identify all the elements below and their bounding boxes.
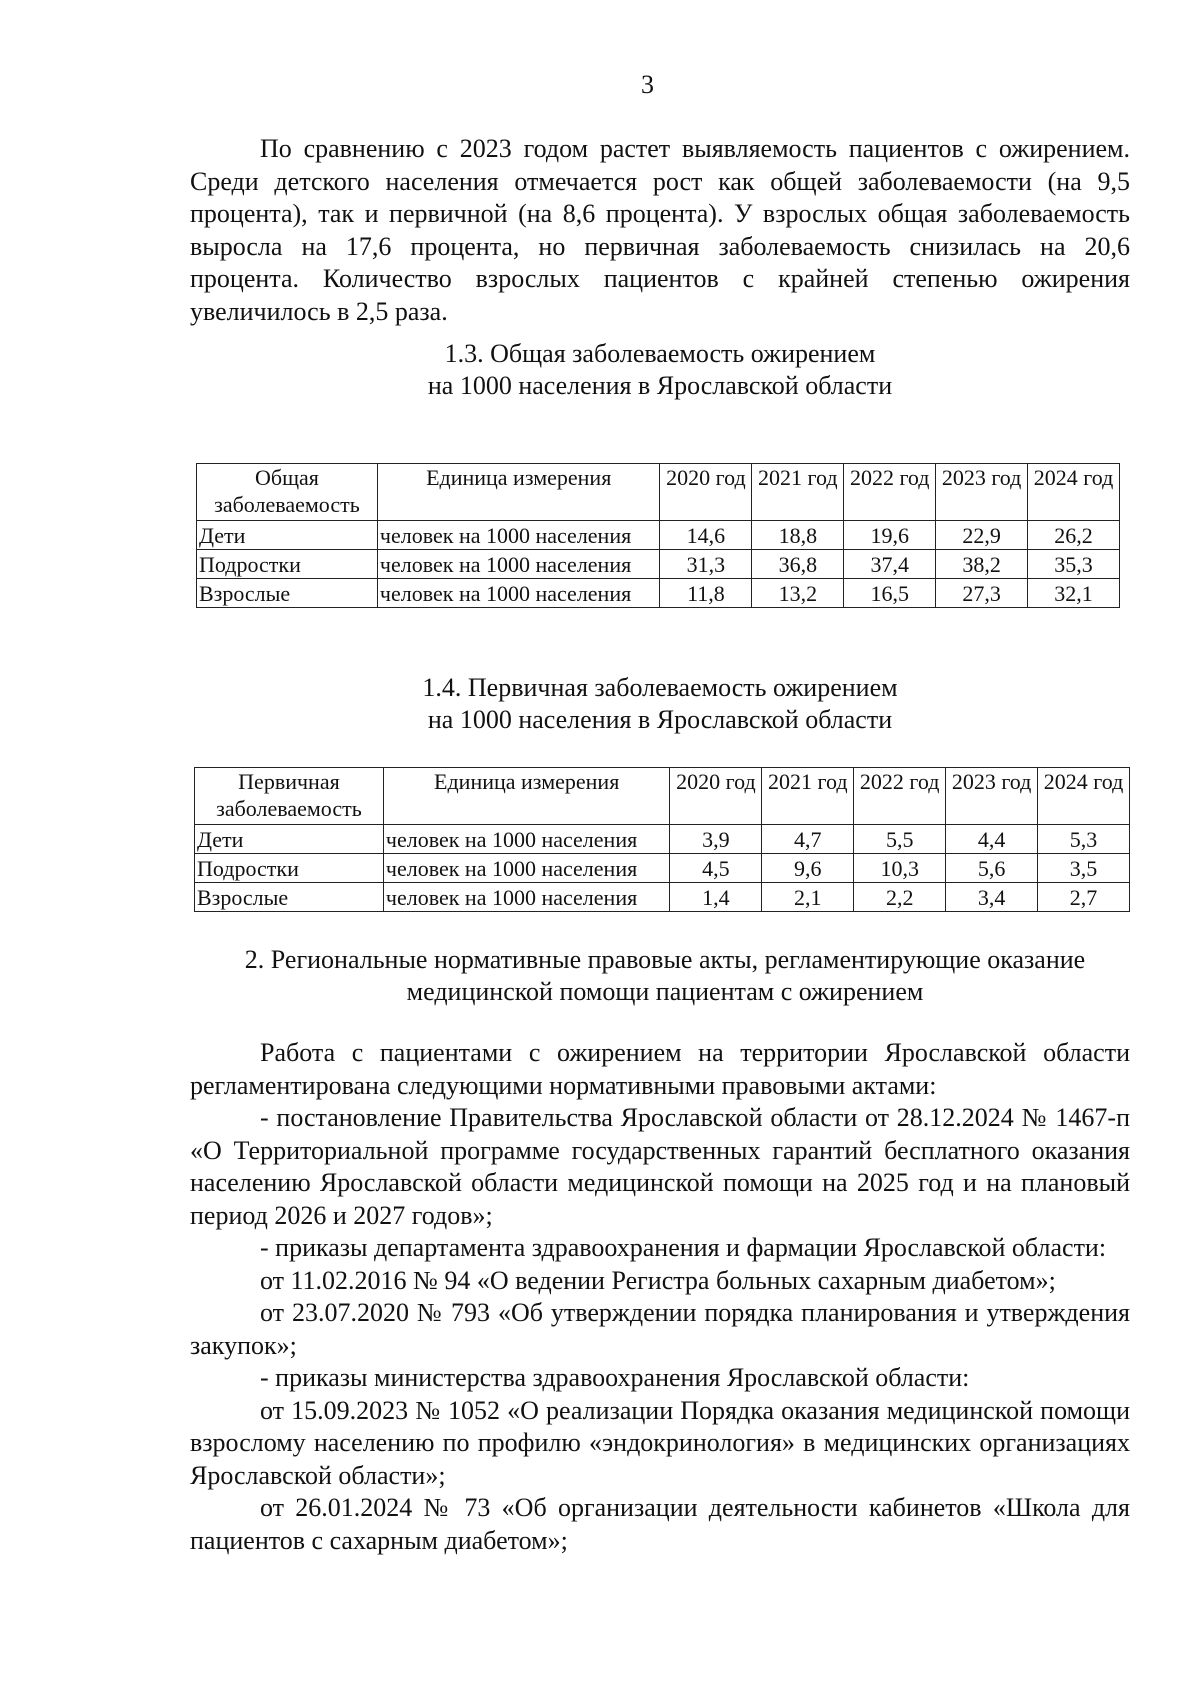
table-row (197, 579, 1120, 608)
page-number: 3 (641, 70, 654, 99)
body-paragraph: - приказы департамента здравоохранения и фармации Ярославской области: (260, 1233, 1107, 1262)
table2-title (190, 672, 1130, 736)
table-header-row (197, 464, 1120, 521)
row-value: 26,2 (1028, 521, 1120, 550)
table-row (197, 521, 1120, 550)
body-paragraph: - постановление Правительства Ярославской области от 28.12.2024 № 1467-п «О Территориальной программе государственных гарантий бесплатного оказания населению Ярославской области медицинской помощи на 2025 год и на плановый период 2026 и 2027 годов»; (190, 1103, 1130, 1230)
row-group: Взрослые (195, 883, 384, 912)
row-value: 10,3 (854, 854, 946, 883)
section2-title-line2: медицинской помощи пациентам с ожирением (406, 977, 924, 1006)
table1-title (190, 338, 1130, 402)
row-value: 27,3 (936, 579, 1028, 608)
row-value: 5,6 (946, 854, 1038, 883)
header-group: Первичная заболеваемость (195, 768, 384, 825)
row-unit: человек на 1000 населения (383, 825, 670, 854)
row-value: 19,6 (844, 521, 936, 550)
row-value: 31,3 (660, 550, 752, 579)
row-group: Подростки (197, 550, 378, 579)
row-value: 22,9 (936, 521, 1028, 550)
section2-title (200, 944, 1130, 1008)
row-unit: человек на 1000 населения (383, 854, 670, 883)
table-row (195, 825, 1130, 854)
body-paragraph: от 23.07.2020 № 793 «Об утверждении порядка планирования и утверждения закупок»; (190, 1298, 1130, 1360)
header-year: 2021 год (752, 464, 844, 521)
table-row (197, 550, 1120, 579)
row-value: 2,2 (854, 883, 946, 912)
section2-title-line1: 2. Региональные нормативные правовые акты, регламентирующие оказание (244, 945, 1086, 974)
row-value: 14,6 (660, 521, 752, 550)
row-value: 18,8 (752, 521, 844, 550)
header-year: 2020 год (660, 464, 752, 521)
header-year: 2023 год (936, 464, 1028, 521)
table-row (195, 883, 1130, 912)
row-value: 2,7 (1038, 883, 1130, 912)
header-year: 2024 год (1028, 464, 1120, 521)
header-year: 2020 год (670, 768, 762, 825)
header-unit: Единица измерения (377, 464, 660, 521)
row-group: Дети (197, 521, 378, 550)
header-year: 2024 год (1038, 768, 1130, 825)
section2-body (190, 1037, 1130, 1557)
row-value: 16,5 (844, 579, 936, 608)
table-total-incidence (196, 463, 1120, 608)
row-unit: человек на 1000 населения (377, 579, 660, 608)
table-row (195, 854, 1130, 883)
row-group: Взрослые (197, 579, 378, 608)
row-value: 37,4 (844, 550, 936, 579)
row-value: 1,4 (670, 883, 762, 912)
row-value: 35,3 (1028, 550, 1120, 579)
table2-title-line1: 1.4. Первичная заболеваемость ожирением (422, 673, 898, 702)
intro-paragraph: По сравнению с 2023 годом растет выявляемость пациентов с ожирением. Среди детского населения отмечается рост как общей заболеваемости (на 9,5 процента), так и первичной (на 8,6 процента). У взрослых общая заболеваемость выросла на 17,6 процента, но первичная заболеваемость снизилась на 20,6 процента. Количество взрослых пациентов с крайней степенью ожирения увеличилось в 2,5 раза. (190, 134, 1130, 326)
row-value: 5,3 (1038, 825, 1130, 854)
row-value: 38,2 (936, 550, 1028, 579)
row-unit: человек на 1000 населения (377, 550, 660, 579)
body-paragraph: от 11.02.2016 № 94 «О ведении Регистра больных сахарным диабетом»; (260, 1265, 1056, 1295)
header-year: 2022 год (844, 464, 936, 521)
body-paragraph: Работа с пациентами с ожирением на территории Ярославской области регламентирована следующими нормативными правовыми актами: (190, 1038, 1130, 1100)
table1-title-line2: на 1000 населения в Ярославской области (427, 371, 893, 400)
table-header-row (195, 768, 1130, 825)
row-value: 11,8 (660, 579, 752, 608)
table1-title-line1: 1.3. Общая заболеваемость ожирением (444, 339, 876, 368)
header-year: 2023 год (946, 768, 1038, 825)
row-value: 13,2 (752, 579, 844, 608)
table-primary-incidence (194, 767, 1130, 912)
header-year: 2022 год (854, 768, 946, 825)
row-group: Дети (195, 825, 384, 854)
row-unit: человек на 1000 населения (383, 883, 670, 912)
body-paragraph: - приказы министерства здравоохранения Ярославской области: (260, 1363, 970, 1392)
body-paragraph: от 15.09.2023 № 1052 «О реализации Порядка оказания медицинской помощи взрослому населению по профилю «эндокринология» в медицинских организациях Ярославской области»; (190, 1395, 1130, 1490)
row-value: 4,4 (946, 825, 1038, 854)
row-unit: человек на 1000 населения (377, 521, 660, 550)
row-value: 4,7 (762, 825, 854, 854)
row-group: Подростки (195, 854, 384, 883)
row-value: 32,1 (1028, 579, 1120, 608)
row-value: 9,6 (762, 854, 854, 883)
header-year: 2021 год (762, 768, 854, 825)
row-value: 3,4 (946, 883, 1038, 912)
header-group: Общая заболеваемость (197, 464, 378, 521)
row-value: 5,5 (854, 825, 946, 854)
row-value: 3,5 (1038, 854, 1130, 883)
row-value: 3,9 (670, 825, 762, 854)
body-paragraph: от 26.01.2024 № 73 «Об организации деятельности кабинетов «Школа для пациентов с сахарным диабетом»; (190, 1493, 1130, 1555)
row-value: 36,8 (752, 550, 844, 579)
row-value: 2,1 (762, 883, 854, 912)
row-value: 4,5 (670, 854, 762, 883)
header-unit: Единица измерения (383, 768, 670, 825)
table2-title-line2: на 1000 населения в Ярославской области (427, 705, 893, 734)
intro-text (190, 133, 1130, 328)
